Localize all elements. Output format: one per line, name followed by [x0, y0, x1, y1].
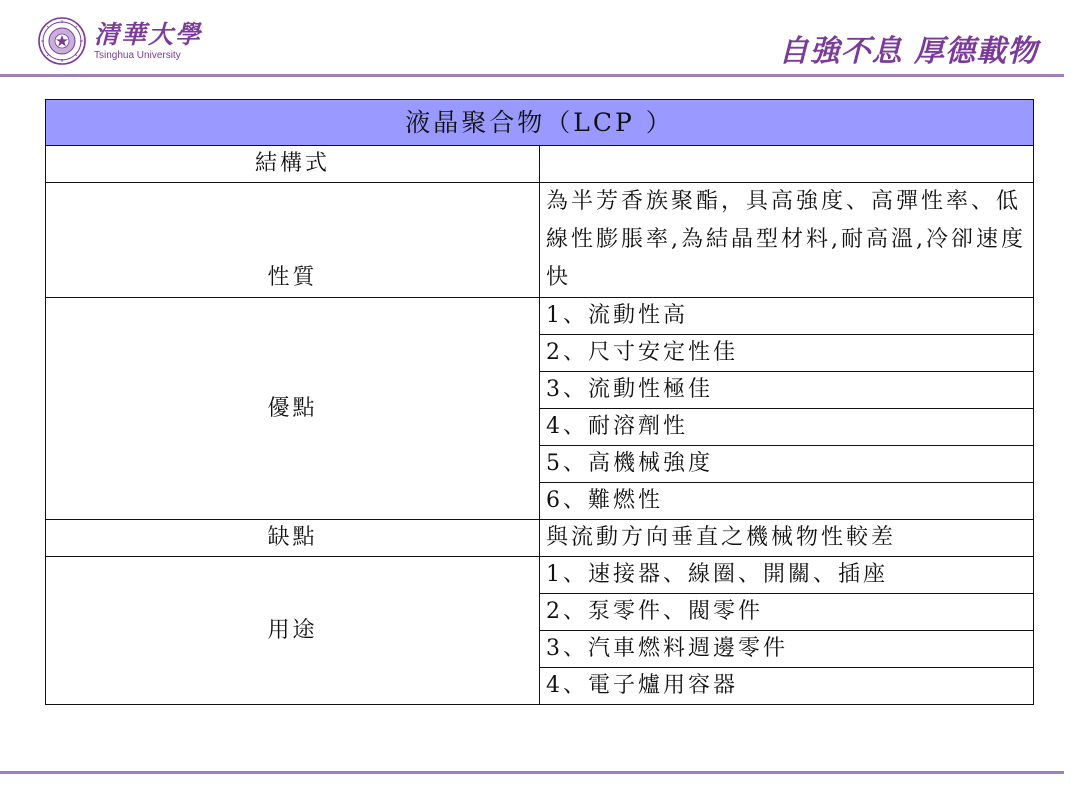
university-seal-icon [38, 17, 86, 65]
table-title: 液晶聚合物（LCP ） [46, 100, 1034, 146]
properties-label: 性質 [46, 183, 540, 298]
logo-english-name: Tsinghua University [94, 49, 181, 61]
properties-row [46, 183, 1034, 298]
disadvantages-row [46, 520, 1034, 557]
advantages-label: 優點 [46, 298, 540, 520]
use-item: 1、速接器、線圈、開關、插座 [540, 557, 1034, 594]
uses-row [46, 557, 1034, 594]
disadvantages-value: 與流動方向垂直之機械物性較差 [540, 520, 1034, 557]
use-item: 2、泵零件、閥零件 [540, 594, 1034, 631]
logo-text [94, 21, 202, 62]
properties-value: 為半芳香族聚酯，具高強度、高彈性率、低線性膨脹率,為結晶型材料,耐高溫,冷卻速度快 [540, 183, 1034, 298]
advantage-item: 1、流動性高 [540, 298, 1034, 335]
structure-row [46, 146, 1034, 183]
advantage-item: 5、高機械強度 [540, 446, 1034, 483]
advantage-item: 4、耐溶劑性 [540, 409, 1034, 446]
footer-divider [0, 771, 1064, 774]
tsinghua-logo [38, 16, 202, 66]
lcp-spec-table [45, 99, 1034, 705]
advantage-item: 2、尺寸安定性佳 [540, 335, 1034, 372]
uses-label: 用途 [46, 557, 540, 705]
university-motto: 自強不息 厚德載物 [778, 34, 1038, 69]
use-item: 4、電子爐用容器 [540, 668, 1034, 705]
use-item: 3、汽車燃料週邊零件 [540, 631, 1034, 668]
disadvantages-label: 缺點 [46, 520, 540, 557]
advantage-item: 3、流動性極佳 [540, 372, 1034, 409]
header-divider [0, 74, 1064, 77]
structure-label: 結構式 [46, 146, 540, 183]
table-title-row [46, 100, 1034, 146]
logo-chinese-name: 清華大學 [94, 19, 203, 49]
slide-header [0, 0, 1080, 80]
advantage-item: 6、難燃性 [540, 483, 1034, 520]
advantages-row [46, 298, 1034, 335]
structure-value [540, 146, 1034, 183]
